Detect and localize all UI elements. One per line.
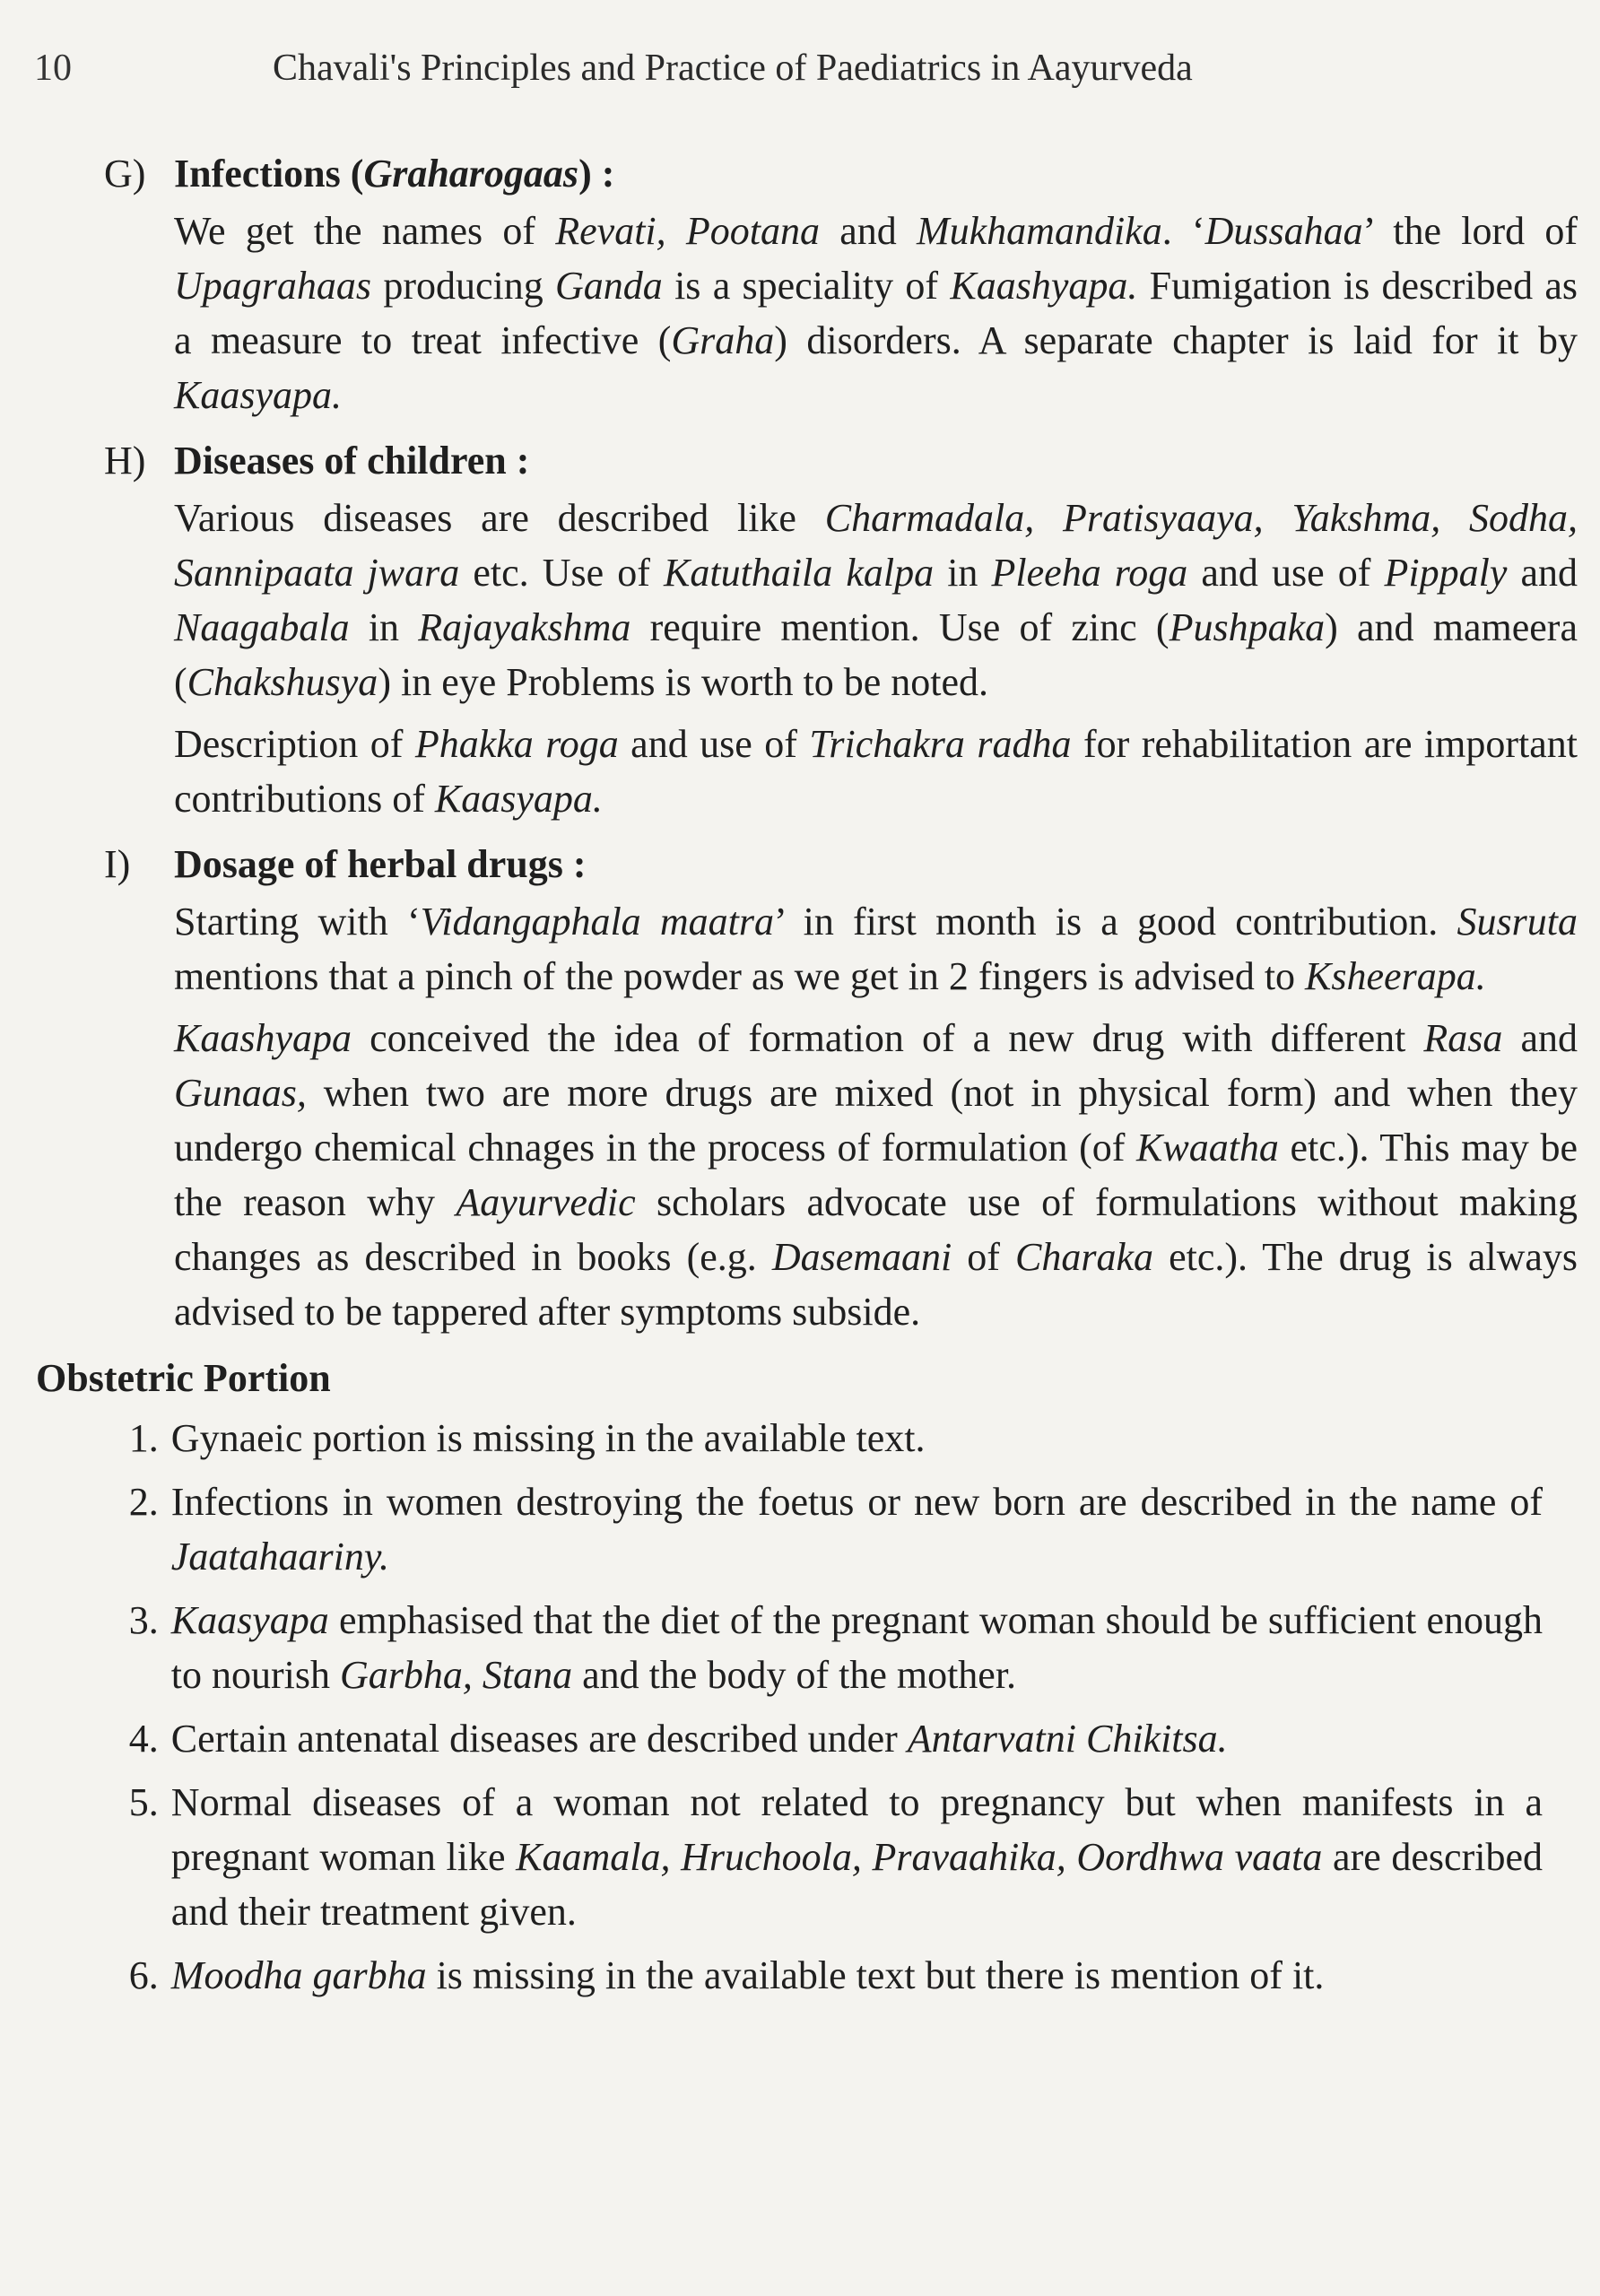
list-text: Gynaeic portion is missing in the available text. [170, 1416, 926, 1460]
section-paragraph: Description of Phakka roga and use of Trichakra radha for rehabilitation are important contributions of Kaasyapa. [174, 722, 1578, 821]
section-letter: I) [104, 842, 131, 886]
section-title: Infections (Graharogaas) : [174, 152, 615, 196]
list-number: 1. [128, 1416, 159, 1460]
list-item [36, 1775, 1543, 1939]
list-number: 4. [128, 1717, 159, 1761]
list-number: 2. [128, 1480, 159, 1524]
section-i [36, 839, 1578, 1339]
list-number: 3. [128, 1598, 159, 1642]
section-paragraph: Kaashyapa conceived the idea of formation of a new drug with different Rasa and Gunaas, when two are more drugs are mixed (not in physical form) and when they undergo chemical chnages in the process of formulation (of Kwaatha etc.). This may be the reason why Aayurvedic scholars advocate use of formulations without making changes as described in books (e.g. Dasemaani of Charaka etc.). The drug is always advised to be tappered after symptoms subside. [174, 1016, 1578, 1334]
section-heading [36, 435, 1543, 487]
page-body [36, 148, 1578, 2012]
list-item [36, 1474, 1543, 1584]
section-paragraph: Various diseases are described like Charmadala, Pratisyaaya, Yakshma, Sodha, Sannipaata jwara etc. Use of Katuthaila kalpa in Pleeha roga and use of Pippaly and Naagabala in Rajayakshma require mention. Use of zinc (Pushpaka) and mameera (Chakshusya) in eye Problems is worth to be noted. [174, 496, 1578, 704]
list-item [36, 1711, 1543, 1766]
section-heading [36, 839, 1543, 891]
list-number: 5. [128, 1780, 159, 1824]
page-number: 10 [34, 48, 72, 89]
list-item [36, 1411, 1543, 1465]
section-paragraph: We get the names of Revati, Pootana and Mukhamandika. ‘Dussahaa’ the lord of Upagrahaas producing Ganda is a speciality of Kaashyapa. Fumigation is described as a measure to treat infective (Graha) disorders. A separate chapter is laid for it by Kaasyapa. [174, 209, 1578, 417]
list-text: Moodha garbha is missing in the available text but there is mention of it. [170, 1953, 1325, 1997]
obstetric-list [36, 1411, 1543, 2003]
section-paragraph: Starting with ‘Vidangaphala maatra’ in first month is a good contribution. Susruta mentions that a pinch of the powder as we get in 2 fingers is advised to Ksheerapa. [174, 900, 1578, 998]
sections-container [36, 148, 1578, 1339]
section-letter: G) [104, 152, 146, 196]
list-text: Kaasyapa emphasised that the diet of the pregnant woman should be sufficient enough to nourish Garbha, Stana and the body of the mother. [170, 1598, 1543, 1697]
section-h [36, 435, 1578, 826]
running-title: Chavali's Principles and Practice of Paediatrics in Aayurveda [273, 48, 1193, 89]
section-title: Dosage of herbal drugs : [174, 842, 587, 886]
section-heading [36, 148, 1543, 200]
list-number: 6. [128, 1953, 159, 1997]
section-g [36, 148, 1578, 422]
section-title: Diseases of children : [174, 439, 530, 483]
obstetric-section [36, 1352, 1543, 2003]
list-item [36, 1948, 1543, 2003]
list-item [36, 1593, 1543, 1702]
list-text: Infections in women destroying the foetus or new born are described in the name of Jaatahaariny. [170, 1480, 1543, 1578]
section-letter: H) [104, 439, 146, 483]
page-header [34, 47, 1546, 100]
list-text: Normal diseases of a woman not related to pregnancy but when manifests in a pregnant woman like Kaamala, Hruchoola, Pravaahika, Oordhwa vaata are described and their treatment given. [170, 1780, 1543, 1934]
obstetric-heading: Obstetric Portion [36, 1356, 331, 1400]
list-text: Certain antenatal diseases are described under Antarvatni Chikitsa. [170, 1717, 1228, 1761]
